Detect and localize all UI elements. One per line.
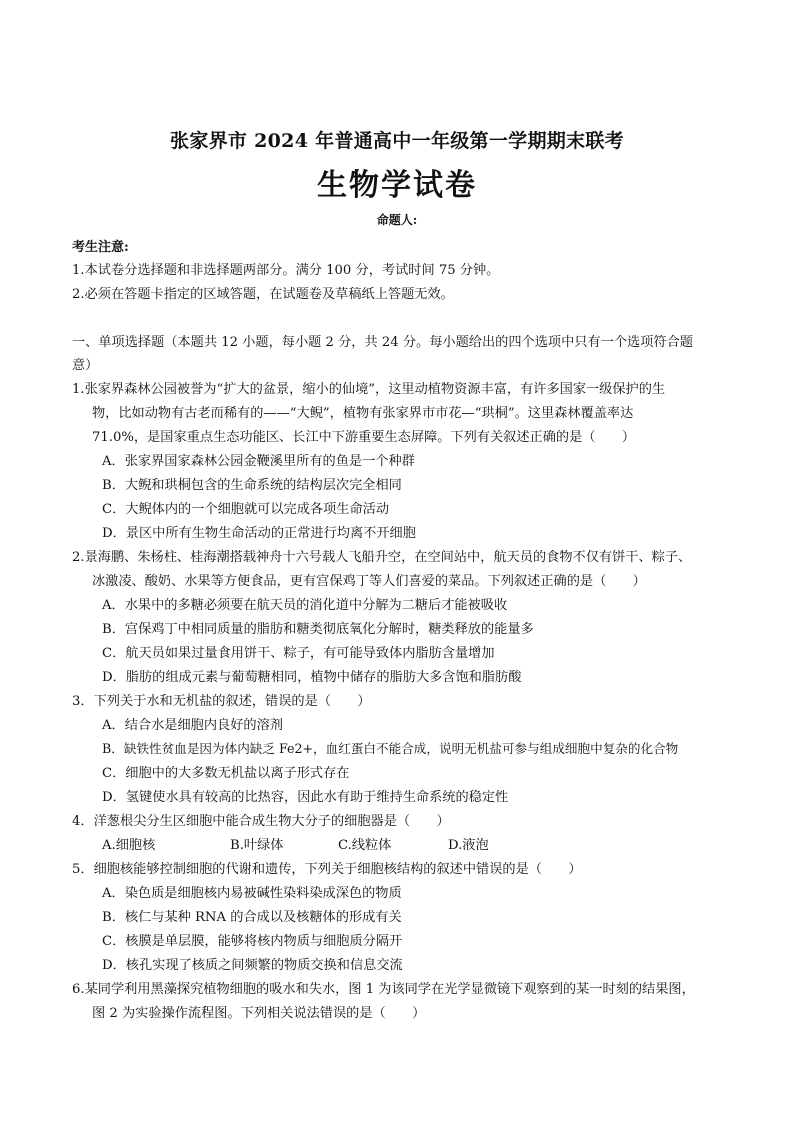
q3-stem-line1: 3．下列关于水和无机盐的叙述，错误的是（ ） [72,694,371,709]
q5-option-a: A．染色质是细胞核内易被碱性染料染成深色的物质 [102,886,402,901]
q6-stem-line2: 图 2 为实验操作流程图。下列相关说法错误的是（ ） [92,1006,426,1021]
q1-option-a: A．张家界国家森林公园金鞭溪里所有的鱼是一个种群 [102,454,415,469]
q4-option-d: D.液泡 [448,838,489,853]
q4-stem-line1: 4．洋葱根尖分生区细胞中能合成生物大分子的细胞器是（ ） [72,814,450,829]
q2-option-c: C．航天员如果过量食用饼干、粽子，有可能导致体内脂肪含量增加 [102,646,495,661]
q5-stem-line1: 5．细胞核能够控制细胞的代谢和遗传，下列关于细胞核结构的叙述中错误的是（ ） [72,862,582,877]
notice-item-1: 1.本试卷分选择题和非选择题两部分。满分 100 分，考试时间 75 分钟。 [72,263,500,278]
q2-option-b: B．宫保鸡丁中相同质量的脂肪和糖类彻底氧化分解时，糖类释放的能量多 [102,622,534,637]
notice-item-2: 2.必须在答题卡指定的区域答题，在试题卷及草稿纸上答题无效。 [72,287,454,302]
q1-option-b: B．大鲵和珙桐包含的生命系统的结构层次完全相同 [102,478,402,493]
section-intro-line1: 一、单项选择题（本题共 12 小题，每小题 2 分，共 24 分。每小题给出的四个选项中只有一个选项符合题 [72,335,693,350]
q1-stem-line2: 物，比如动物有古老而稀有的——“大鲵”，植物有张家界市市花—“珙桐”。这里森林覆盖率达 [92,406,634,421]
q2-stem-line1: 2.景海鹏、朱杨柱、桂海潮搭载神舟十六号载人飞船升空，在空间站中，航天员的食物不仅有饼干、粽子、 [72,550,692,565]
q4-option-c: C.线粒体 [338,838,392,853]
q5-option-d: D．核孔实现了核质之间频繁的物质交换和信息交流 [102,958,403,973]
q1-stem-line3: 71.0%，是国家重点生态功能区、长江中下游重要生态屏障。下列有关叙述正确的是（ ） [92,430,636,445]
q3-option-b: B．缺铁性贫血是因为体内缺乏 Fe2+，血红蛋白不能合成，说明无机盐可参与组成细胞中复杂的化合物 [102,741,679,756]
q5-option-b: B．核仁与某种 RNA 的合成以及核糖体的形成有关 [102,910,402,925]
q2-stem-line2: 冰激凌、酸奶、水果等方便食品，更有宫保鸡丁等人们喜爱的菜品。下列叙述正确的是（ ） [92,574,646,589]
q2-option-d: D．脂肪的组成元素与葡萄糖相同，植物中储存的脂肪大多含饱和脂肪酸 [102,670,522,685]
exam-title: 张家界市 2024 年普通高中一年级第一学期期末联考 [170,130,624,152]
q3-option-c: C．细胞中的大多数无机盐以离子形式存在 [102,766,350,781]
notice-heading: 考生注意: [72,240,129,255]
section-intro-line2: 意） [72,358,99,373]
q6-stem-line1: 6.某同学利用黑藻探究植物细胞的吸水和失水，图 1 为该同学在光学显微镜下观察到的某一时刻的结果图， [72,982,695,997]
q1-option-d: D．景区中所有生物生命活动的正常进行均离不开细胞 [102,526,416,541]
subject-title: 生物学试卷 [317,168,477,203]
author-label: 命题人: [376,213,418,227]
q4-option-b: B.叶绿体 [230,838,284,853]
q1-option-c: C．大鲵体内的一个细胞就可以完成各项生命活动 [102,502,390,517]
q1-stem-line1: 1.张家界森林公园被誉为“扩大的盆景，缩小的仙境”，这里动植物资源丰富，有许多国家一级保护的生 [72,382,666,397]
q5-option-c: C．核膜是单层膜，能够将核内物质与细胞质分隔开 [102,934,403,949]
q2-option-a: A．水果中的多糖必须要在航天员的消化道中分解为二糖后才能被吸收 [102,598,508,613]
q4-option-a: A.细胞核 [102,838,156,853]
q3-option-d: D．氢键使水具有较高的比热容，因此水有助于维持生命系统的稳定性 [102,790,509,805]
q3-option-a: A．结合水是细胞内良好的溶剂 [102,718,283,733]
